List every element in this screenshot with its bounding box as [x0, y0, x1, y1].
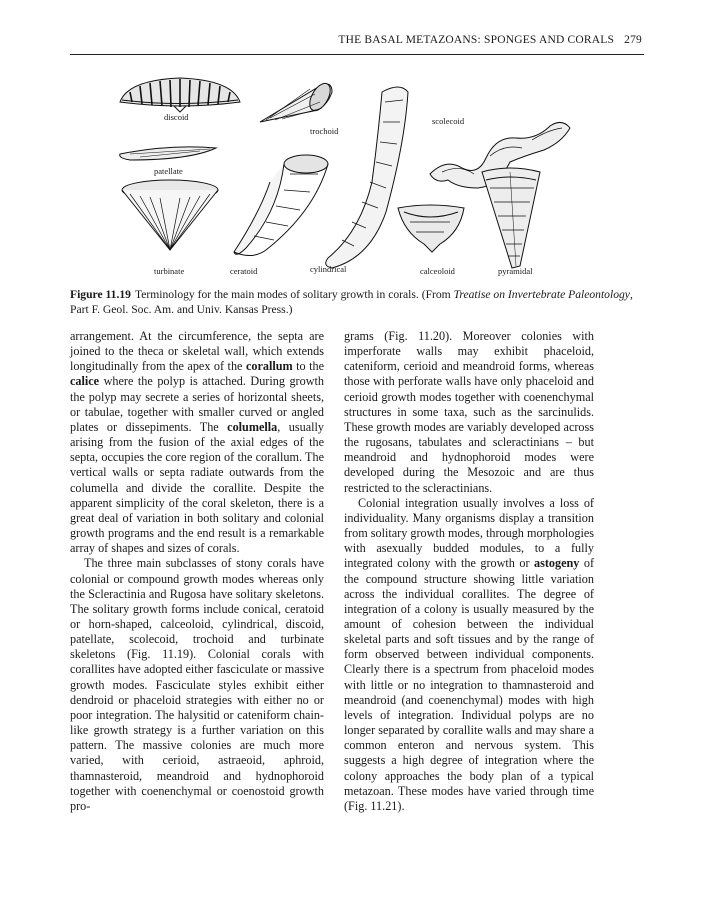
text-run: Colonial integration usually involves a loss of individuality. Many organisms display a transition from solitary growth modes, through morphologies with asexually budded modules, to a fully integrated colony with the growth or	[344, 495, 594, 571]
header-rule	[70, 54, 644, 55]
text-run: arrangement. At the circumference, the septa are joined to the theca or skeletal wall, which extends longitudinally from the apex of the	[70, 329, 324, 374]
calceoloid-coral-drawing	[398, 205, 464, 252]
term-calice: calice	[70, 374, 100, 389]
text-run: , usually arising from the fusion of the axial edges of the septa, occupies the core region of the corallum. The vertical walls or septa radiate outwards from the columella and divide the corallite. Despite the apparent simplicity of the coral skeleton, there is a great deal of variation in both solitary and colonial growth programs and the end result is a remarkable array of shapes and sizes of corals.	[70, 419, 324, 556]
term-corallum: corallum	[245, 359, 293, 374]
caption-text-after: , Part F. Geol. Soc. Am. and Univ. Kansas Press.)	[70, 288, 633, 316]
label-discoid: discoid	[164, 112, 189, 122]
label-trochoid: trochoid	[310, 126, 339, 136]
text-run: to the	[292, 359, 324, 374]
trochoid-coral-drawing	[260, 80, 334, 122]
left-paragraph-1	[70, 329, 324, 556]
page-number: 279	[624, 34, 642, 46]
label-calceoloid: calceoloid	[420, 266, 455, 276]
discoid-coral-drawing	[120, 78, 240, 112]
term-columella: columella	[227, 419, 278, 434]
caption-figure-number: Figure 11.19	[70, 288, 131, 301]
term-astogeny: astogeny	[534, 556, 580, 571]
label-patellate: patellate	[154, 166, 183, 176]
label-pyramidal: pyramidal	[498, 266, 533, 276]
left-paragraph-2: The three main subclasses of stony corals have colonial or compound growth modes whereas only the Scleractinia and Rugosa have solitary skeletons. The solitary growth forms include conical, ceratoid or horn-shaped, calceoloid, cylindrical, discoid, patellate, scolecoid, trochoid and turbinate skeletons (Fig. 11.19). Colonial corals with corallites have adopted either fasciculate or massive growth modes. Fasciculate styles exhibit either dendroid or phaceloid strategies with either no or poor integration. The halysitid or cateniform chain-like growth strategy is a further variation on this pattern. The massive colonies are much more varied, with cerioid, astraeoid, aphroid, thamnasteroid, meandroid and hydnophoroid together with coenenchymal or coenostoid growth pro-	[70, 556, 324, 813]
label-ceratoid: ceratoid	[230, 266, 258, 276]
cylindrical-coral-drawing	[326, 87, 408, 268]
ceratoid-coral-drawing	[234, 155, 328, 256]
label-cylindrical: cylindrical	[310, 264, 347, 274]
label-turbinate: turbinate	[154, 266, 185, 276]
right-paragraph-2	[344, 496, 594, 814]
patellate-coral-drawing	[120, 147, 216, 160]
label-scolecoid: scolecoid	[432, 116, 465, 126]
running-head	[70, 34, 642, 46]
turbinate-coral-drawing	[122, 180, 218, 250]
right-column	[344, 329, 594, 814]
caption-citation: Treatise on Invertebrate Paleontology	[453, 288, 630, 301]
right-paragraph-1: grams (Fig. 11.20). Moreover colonies with imperforate walls may exhibit phaceloid, cateniform, cerioid and meandroid forms, whereas those with perforate walls have only phaceloid and cerioid growth modes together with coenenchymal structures in some taxa, such as the sarcinulids. These growth modes are variably developed across the rugosans, tabulates and scleractinians – but meandroid and hydnophoroid modes were developed during the Mesozoic and are thus restricted to the scleractinians.	[344, 329, 594, 495]
running-head-title: THE BASAL METAZOANS: SPONGES AND CORALS	[338, 34, 615, 46]
text-run: of the compound structure showing little variation across the individual corallites. The degree of integration of a colony is usually measured by the amount of cohesion between the individual skeletal parts and soft tissues and by the range of form observed between individual components. Clearly there is a spectrum from phaceloid modes with little or no integration to thamnasteroid and meandroid (and coenenchymal) modes with high levels of integration. Individual polyps are no longer separated by corallite walls and may share a common enteron and nervous system. This suggests a high degree of integration where the colony approaches the body plan of a typical metazoan. These modes have varied through time (Fig. 11.21).	[344, 556, 595, 813]
text-run: where the polyp is attached. During growth the polyp may secrete a series of horizontal sheets, or tabulae, together with smaller curved or angled plates or dissepiments. The	[70, 374, 324, 434]
figure-caption	[70, 287, 644, 317]
figure-11-19	[70, 62, 644, 280]
pyramidal-coral-drawing	[482, 168, 540, 268]
caption-text-before: Terminology for the main modes of solitary growth in corals. (From	[134, 288, 454, 301]
left-column	[70, 329, 324, 814]
